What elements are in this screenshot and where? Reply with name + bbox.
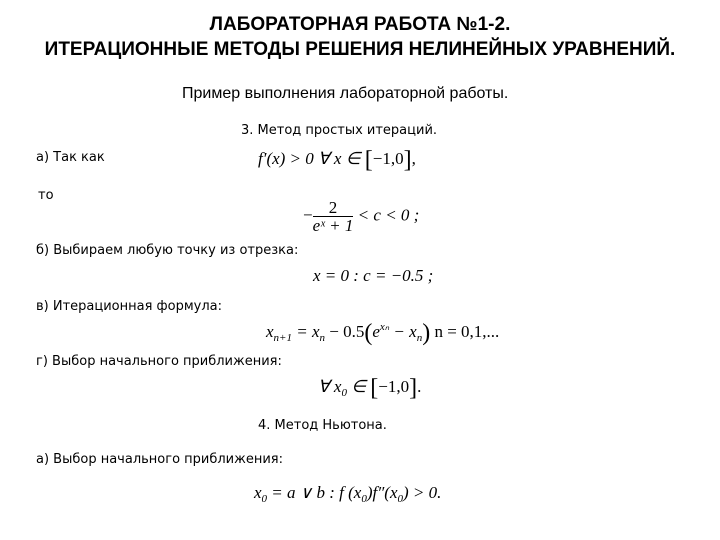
formula-choose-point: x = 0 : c = −0.5 ; [313,266,434,285]
left-paren: ( [364,320,373,346]
formula-derivative-positive [258,147,416,174]
fraction-numerator: 2 [313,199,354,217]
exponent: xₙ [379,321,390,333]
formula-text: f′(x) > 0 ∀ x ∈ [258,149,365,168]
right-bracket: ] [403,147,412,173]
title-line-1: ЛАБОРАТОРНАЯ РАБОТА №1-2. [209,14,511,35]
interval: −1,0 [378,377,410,396]
right-bracket: ] [409,375,418,401]
left-bracket: [ [364,147,373,173]
equals-x: = x [291,322,320,341]
minus-x: − x [389,322,417,341]
forall-x: ∀ x [318,377,342,396]
formula-tail: . [417,377,422,396]
formula-c-bounds [303,199,419,234]
coefficient: − 0.5 [325,322,365,341]
section-4-heading: 4. Метод Ньютона. [258,418,387,433]
second-derivative: )f″(x [366,483,398,502]
index-n: n [319,332,326,344]
formula-newton-initial [254,483,441,505]
step-b-label: б) Выбираем любую точку из отрезка: [36,243,299,258]
formula-tail: , [411,149,416,168]
title-line-2: ИТЕРАЦИОННЫЕ МЕТОДЫ РЕШЕНИЯ НЕЛИНЕЙНЫХ УРАВНЕНИЙ. [44,39,676,60]
element-of: ∈ [346,377,371,396]
x-next: x [266,322,274,341]
index-0: 0 [261,493,268,505]
step-a-label: а) Так как [36,150,105,165]
index-0: 0 [341,387,347,399]
interval: −1,0 [372,149,404,168]
index-n-2: n [416,332,423,344]
index-next: n+1 [273,332,292,344]
iteration-range: n = 0,1,... [430,322,500,341]
step-then-label: то [38,188,54,203]
fraction [313,199,354,234]
x-zero: x [254,483,262,502]
fraction-denominator: eˣ + 1 [312,216,354,235]
formula-iteration [266,320,499,347]
right-paren: ) [422,320,431,346]
subtitle: Пример выполнения лабораторной работы. [182,85,509,102]
minus-sign: − [303,205,313,225]
left-bracket: [ [370,375,379,401]
formula-post: < c < 0 ; [353,205,420,225]
exp-base: e [372,322,380,341]
newton-step-a-label: а) Выбор начального приближения: [36,452,283,467]
index-0-c: 0 [397,493,403,505]
step-c-label: в) Итерационная формула: [36,299,223,314]
section-3-heading: 3. Метод простых итераций. [241,123,438,138]
index-0-b: 0 [361,493,367,505]
formula-initial-approx [318,375,421,402]
step-d-label: г) Выбор начального приближения: [36,354,282,369]
condition: = a ∨ b : f (x [267,483,362,502]
formula-tail: ) > 0. [402,483,442,502]
